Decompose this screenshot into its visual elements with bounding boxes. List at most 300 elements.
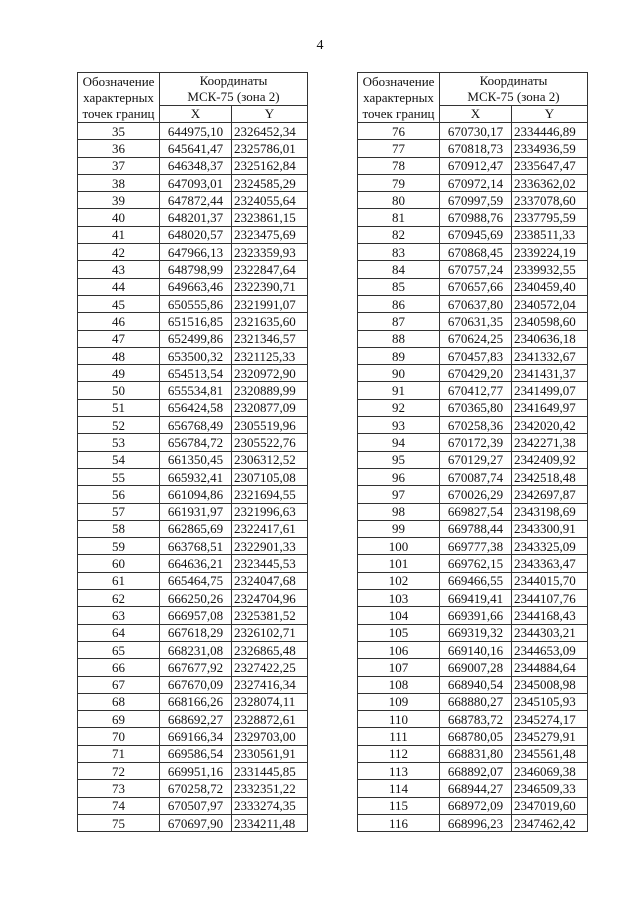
header-label-line-1: Обозначение	[362, 74, 435, 89]
y-coordinate-cell: 2340459,40	[512, 278, 588, 295]
table-row	[358, 572, 588, 589]
table-row	[78, 313, 308, 330]
table-row	[78, 486, 308, 503]
table-row	[358, 676, 588, 693]
x-coordinate-cell: 648798,99	[160, 261, 232, 278]
point-number-cell: 42	[78, 244, 160, 261]
point-number-cell: 62	[78, 590, 160, 607]
x-coordinate-cell: 662865,69	[160, 520, 232, 537]
point-number-cell: 104	[358, 607, 440, 624]
point-number-cell: 80	[358, 192, 440, 209]
table-row	[78, 607, 308, 624]
point-number-cell: 97	[358, 486, 440, 503]
y-coordinate-cell: 2344884,64	[512, 659, 588, 676]
point-number-cell: 78	[358, 157, 440, 174]
point-number-cell: 92	[358, 399, 440, 416]
y-coordinate-cell: 2334936,59	[512, 140, 588, 157]
y-coordinate-cell: 2323359,93	[232, 244, 308, 261]
point-number-cell: 48	[78, 347, 160, 364]
x-coordinate-cell: 668944,27	[440, 780, 512, 797]
x-coordinate-cell: 666250,26	[160, 590, 232, 607]
table-row	[358, 123, 588, 140]
point-number-cell: 111	[358, 728, 440, 745]
point-number-cell: 76	[358, 123, 440, 140]
table-row	[78, 693, 308, 710]
x-coordinate-cell: 651516,85	[160, 313, 232, 330]
point-number-cell: 94	[358, 434, 440, 451]
point-number-cell: 45	[78, 295, 160, 312]
y-coordinate-cell: 2341649,97	[512, 399, 588, 416]
table-row	[78, 451, 308, 468]
x-coordinate-cell: 668831,80	[440, 745, 512, 762]
coordinates-header	[160, 73, 308, 106]
x-coordinate-cell: 661094,86	[160, 486, 232, 503]
coordinates-header-line-1: Координаты	[479, 73, 548, 88]
y-column-header: Y	[512, 106, 588, 123]
x-coordinate-cell: 644975,10	[160, 123, 232, 140]
table-row	[78, 641, 308, 658]
y-coordinate-cell: 2320889,99	[232, 382, 308, 399]
table-row	[78, 174, 308, 191]
y-coordinate-cell: 2340572,04	[512, 295, 588, 312]
x-coordinate-cell: 670026,29	[440, 486, 512, 503]
y-column-header: Y	[232, 106, 308, 123]
y-coordinate-cell: 2325381,52	[232, 607, 308, 624]
x-coordinate-cell: 670087,74	[440, 468, 512, 485]
y-coordinate-cell: 2345279,91	[512, 728, 588, 745]
point-number-cell: 90	[358, 365, 440, 382]
point-number-cell: 46	[78, 313, 160, 330]
point-number-cell: 66	[78, 659, 160, 676]
x-coordinate-cell: 668880,27	[440, 693, 512, 710]
y-coordinate-cell: 2344015,70	[512, 572, 588, 589]
table-row	[78, 347, 308, 364]
x-coordinate-cell: 669951,16	[160, 762, 232, 779]
x-coordinate-cell: 647966,13	[160, 244, 232, 261]
table-row	[358, 399, 588, 416]
point-number-cell: 75	[78, 814, 160, 831]
y-coordinate-cell: 2343300,91	[512, 520, 588, 537]
y-coordinate-cell: 2322901,33	[232, 538, 308, 555]
x-coordinate-cell: 670997,59	[440, 192, 512, 209]
y-coordinate-cell: 2305522,76	[232, 434, 308, 451]
table-row	[78, 797, 308, 814]
table-row	[78, 659, 308, 676]
point-number-cell: 72	[78, 762, 160, 779]
x-coordinate-cell: 670631,35	[440, 313, 512, 330]
point-number-cell: 88	[358, 330, 440, 347]
table-row	[78, 590, 308, 607]
point-designation-header	[78, 73, 160, 123]
y-coordinate-cell: 2346069,38	[512, 762, 588, 779]
table-row	[358, 745, 588, 762]
table-row	[358, 641, 588, 658]
point-number-cell: 87	[358, 313, 440, 330]
table-row	[358, 780, 588, 797]
x-coordinate-cell: 668996,23	[440, 814, 512, 831]
point-number-cell: 105	[358, 624, 440, 641]
table-row	[78, 382, 308, 399]
table-row	[358, 468, 588, 485]
x-coordinate-cell: 647872,44	[160, 192, 232, 209]
table-row	[78, 295, 308, 312]
point-number-cell: 47	[78, 330, 160, 347]
point-number-cell: 70	[78, 728, 160, 745]
coordinates-header-line-2: МСК-75 (зона 2)	[467, 89, 560, 104]
table-row	[358, 382, 588, 399]
point-number-cell: 101	[358, 555, 440, 572]
y-coordinate-cell: 2343363,47	[512, 555, 588, 572]
x-coordinate-cell: 669391,66	[440, 607, 512, 624]
x-coordinate-cell: 670429,20	[440, 365, 512, 382]
table-row	[78, 572, 308, 589]
y-coordinate-cell: 2342409,92	[512, 451, 588, 468]
point-number-cell: 35	[78, 123, 160, 140]
point-number-cell: 56	[78, 486, 160, 503]
table-row	[358, 607, 588, 624]
y-coordinate-cell: 2334446,89	[512, 123, 588, 140]
y-coordinate-cell: 2326865,48	[232, 641, 308, 658]
x-coordinate-cell: 670972,14	[440, 174, 512, 191]
y-coordinate-cell: 2321346,57	[232, 330, 308, 347]
table-row	[78, 209, 308, 226]
coordinates-table-left	[77, 72, 308, 832]
x-coordinate-cell: 669140,16	[440, 641, 512, 658]
header-label-line-2: характерных	[83, 90, 154, 105]
x-coordinate-cell: 670624,25	[440, 330, 512, 347]
table-row	[358, 451, 588, 468]
y-coordinate-cell: 2331445,85	[232, 762, 308, 779]
coordinates-header-line-1: Координаты	[199, 73, 268, 88]
table-row	[358, 244, 588, 261]
page-number: 4	[316, 38, 324, 53]
x-coordinate-cell: 668972,09	[440, 797, 512, 814]
x-column-header: X	[440, 106, 512, 123]
y-coordinate-cell: 2332351,22	[232, 780, 308, 797]
x-coordinate-cell: 670868,45	[440, 244, 512, 261]
x-coordinate-cell: 668783,72	[440, 711, 512, 728]
y-coordinate-cell: 2327422,25	[232, 659, 308, 676]
y-coordinate-cell: 2347462,42	[512, 814, 588, 831]
table-row	[358, 278, 588, 295]
x-coordinate-cell: 670172,39	[440, 434, 512, 451]
table-row	[358, 693, 588, 710]
point-number-cell: 67	[78, 676, 160, 693]
y-coordinate-cell: 2324704,96	[232, 590, 308, 607]
table-row	[78, 399, 308, 416]
x-coordinate-cell: 661931,97	[160, 503, 232, 520]
point-number-cell: 109	[358, 693, 440, 710]
table-row	[358, 728, 588, 745]
y-coordinate-cell: 2337795,59	[512, 209, 588, 226]
table-row	[78, 538, 308, 555]
point-number-cell: 93	[358, 417, 440, 434]
table-row	[78, 123, 308, 140]
y-coordinate-cell: 2321635,60	[232, 313, 308, 330]
y-coordinate-cell: 2322390,71	[232, 278, 308, 295]
header-label-line-3: точек границ	[362, 106, 435, 121]
point-number-cell: 43	[78, 261, 160, 278]
y-coordinate-cell: 2339932,55	[512, 261, 588, 278]
y-coordinate-cell: 2306312,52	[232, 451, 308, 468]
header-label-line-2: характерных	[363, 90, 434, 105]
x-coordinate-cell: 670129,27	[440, 451, 512, 468]
table-row	[358, 503, 588, 520]
y-coordinate-cell: 2343325,09	[512, 538, 588, 555]
x-coordinate-cell: 667670,09	[160, 676, 232, 693]
point-number-cell: 86	[358, 295, 440, 312]
x-coordinate-cell: 654513,54	[160, 365, 232, 382]
point-number-cell: 84	[358, 261, 440, 278]
y-coordinate-cell: 2320877,09	[232, 399, 308, 416]
x-coordinate-cell: 666957,08	[160, 607, 232, 624]
x-coordinate-cell: 670730,17	[440, 123, 512, 140]
y-coordinate-cell: 2344168,43	[512, 607, 588, 624]
x-coordinate-cell: 653500,32	[160, 347, 232, 364]
point-number-cell: 100	[358, 538, 440, 555]
y-coordinate-cell: 2322847,64	[232, 261, 308, 278]
x-coordinate-cell: 663768,51	[160, 538, 232, 555]
x-coordinate-cell: 667677,92	[160, 659, 232, 676]
point-number-cell: 108	[358, 676, 440, 693]
point-number-cell: 52	[78, 417, 160, 434]
table-row	[358, 174, 588, 191]
y-coordinate-cell: 2321125,33	[232, 347, 308, 364]
y-coordinate-cell: 2334211,48	[232, 814, 308, 831]
x-coordinate-cell: 670697,90	[160, 814, 232, 831]
table-row	[358, 192, 588, 209]
table-row	[358, 330, 588, 347]
point-number-cell: 82	[358, 226, 440, 243]
y-coordinate-cell: 2343198,69	[512, 503, 588, 520]
x-coordinate-cell: 670912,47	[440, 157, 512, 174]
y-coordinate-cell: 2325162,84	[232, 157, 308, 174]
point-number-cell: 110	[358, 711, 440, 728]
table-row	[78, 226, 308, 243]
y-coordinate-cell: 2326452,34	[232, 123, 308, 140]
point-number-cell: 69	[78, 711, 160, 728]
x-coordinate-cell: 669007,28	[440, 659, 512, 676]
table-row	[78, 157, 308, 174]
point-number-cell: 37	[78, 157, 160, 174]
point-number-cell: 95	[358, 451, 440, 468]
y-coordinate-cell: 2324055,64	[232, 192, 308, 209]
y-coordinate-cell: 2347019,60	[512, 797, 588, 814]
point-number-cell: 77	[358, 140, 440, 157]
y-coordinate-cell: 2321694,55	[232, 486, 308, 503]
table-row	[78, 762, 308, 779]
table-row	[358, 295, 588, 312]
point-number-cell: 91	[358, 382, 440, 399]
header-row	[358, 73, 588, 106]
y-coordinate-cell: 2329703,00	[232, 728, 308, 745]
x-coordinate-cell: 670258,36	[440, 417, 512, 434]
table-row	[78, 261, 308, 278]
table-row	[78, 192, 308, 209]
point-number-cell: 106	[358, 641, 440, 658]
header-row	[78, 73, 308, 106]
point-number-cell: 59	[78, 538, 160, 555]
x-coordinate-cell: 670365,80	[440, 399, 512, 416]
point-number-cell: 61	[78, 572, 160, 589]
y-coordinate-cell: 2335647,47	[512, 157, 588, 174]
x-coordinate-cell: 669827,54	[440, 503, 512, 520]
table-row	[78, 140, 308, 157]
y-coordinate-cell: 2324047,68	[232, 572, 308, 589]
x-coordinate-cell: 670757,24	[440, 261, 512, 278]
coordinates-header	[440, 73, 588, 106]
point-number-cell: 107	[358, 659, 440, 676]
y-coordinate-cell: 2322417,61	[232, 520, 308, 537]
y-coordinate-cell: 2326102,71	[232, 624, 308, 641]
point-number-cell: 41	[78, 226, 160, 243]
y-coordinate-cell: 2336362,02	[512, 174, 588, 191]
x-coordinate-cell: 646348,37	[160, 157, 232, 174]
point-number-cell: 50	[78, 382, 160, 399]
x-coordinate-cell: 670988,76	[440, 209, 512, 226]
table-row	[78, 520, 308, 537]
x-column-header: X	[160, 106, 232, 123]
y-coordinate-cell: 2342697,87	[512, 486, 588, 503]
table-body-left	[78, 123, 308, 832]
x-coordinate-cell: 669788,44	[440, 520, 512, 537]
y-coordinate-cell: 2337078,60	[512, 192, 588, 209]
point-number-cell: 96	[358, 468, 440, 485]
point-number-cell: 114	[358, 780, 440, 797]
table-row	[78, 728, 308, 745]
x-coordinate-cell: 665932,41	[160, 468, 232, 485]
point-number-cell: 53	[78, 434, 160, 451]
table-row	[358, 434, 588, 451]
table-row	[358, 590, 588, 607]
y-coordinate-cell: 2333274,35	[232, 797, 308, 814]
table-row	[358, 711, 588, 728]
y-coordinate-cell: 2323445,53	[232, 555, 308, 572]
x-coordinate-cell: 670412,77	[440, 382, 512, 399]
point-number-cell: 65	[78, 641, 160, 658]
x-coordinate-cell: 652499,86	[160, 330, 232, 347]
y-coordinate-cell: 2342518,48	[512, 468, 588, 485]
coordinates-header-line-2: МСК-75 (зона 2)	[187, 89, 280, 104]
x-coordinate-cell: 669319,32	[440, 624, 512, 641]
table-row	[78, 814, 308, 831]
point-number-cell: 102	[358, 572, 440, 589]
table-row	[358, 347, 588, 364]
coordinates-table-right	[357, 72, 588, 832]
table-row	[358, 417, 588, 434]
table-row	[78, 244, 308, 261]
y-coordinate-cell: 2344107,76	[512, 590, 588, 607]
table-row	[358, 555, 588, 572]
x-coordinate-cell: 669166,34	[160, 728, 232, 745]
y-coordinate-cell: 2323861,15	[232, 209, 308, 226]
x-coordinate-cell: 670818,73	[440, 140, 512, 157]
y-coordinate-cell: 2339224,19	[512, 244, 588, 261]
header-label-line-1: Обозначение	[82, 74, 155, 89]
x-coordinate-cell: 650555,86	[160, 295, 232, 312]
table-row	[358, 226, 588, 243]
point-number-cell: 51	[78, 399, 160, 416]
x-coordinate-cell: 670507,97	[160, 797, 232, 814]
x-coordinate-cell: 668940,54	[440, 676, 512, 693]
y-coordinate-cell: 2338511,33	[512, 226, 588, 243]
x-coordinate-cell: 655534,81	[160, 382, 232, 399]
table-row	[358, 797, 588, 814]
point-number-cell: 54	[78, 451, 160, 468]
table-row	[78, 624, 308, 641]
table-row	[358, 762, 588, 779]
table-row	[358, 365, 588, 382]
y-coordinate-cell: 2341499,07	[512, 382, 588, 399]
x-coordinate-cell: 670258,72	[160, 780, 232, 797]
table-row	[78, 780, 308, 797]
table-row	[358, 520, 588, 537]
table-row	[78, 676, 308, 693]
x-coordinate-cell: 649663,46	[160, 278, 232, 295]
x-coordinate-cell: 661350,45	[160, 451, 232, 468]
table-row	[358, 140, 588, 157]
x-coordinate-cell: 656768,49	[160, 417, 232, 434]
table-row	[78, 365, 308, 382]
x-coordinate-cell: 668692,27	[160, 711, 232, 728]
x-coordinate-cell: 668892,07	[440, 762, 512, 779]
table-row	[358, 261, 588, 278]
table-row	[358, 313, 588, 330]
table-row	[78, 745, 308, 762]
table-row	[358, 624, 588, 641]
point-number-cell: 89	[358, 347, 440, 364]
table-row	[78, 417, 308, 434]
x-coordinate-cell: 669419,41	[440, 590, 512, 607]
x-coordinate-cell: 648201,37	[160, 209, 232, 226]
y-coordinate-cell: 2328872,61	[232, 711, 308, 728]
y-coordinate-cell: 2323475,69	[232, 226, 308, 243]
point-number-cell: 57	[78, 503, 160, 520]
point-number-cell: 103	[358, 590, 440, 607]
table-row	[78, 434, 308, 451]
y-coordinate-cell: 2340598,60	[512, 313, 588, 330]
x-coordinate-cell: 670945,69	[440, 226, 512, 243]
header-label-line-3: точек границ	[82, 106, 155, 121]
table-row	[78, 503, 308, 520]
point-number-cell: 40	[78, 209, 160, 226]
point-number-cell: 81	[358, 209, 440, 226]
table-row	[358, 538, 588, 555]
point-number-cell: 79	[358, 174, 440, 191]
x-coordinate-cell: 648020,57	[160, 226, 232, 243]
y-coordinate-cell: 2345274,17	[512, 711, 588, 728]
table-row	[358, 209, 588, 226]
x-coordinate-cell: 664636,21	[160, 555, 232, 572]
table-row	[358, 659, 588, 676]
point-number-cell: 98	[358, 503, 440, 520]
x-coordinate-cell: 668780,05	[440, 728, 512, 745]
point-number-cell: 99	[358, 520, 440, 537]
point-number-cell: 36	[78, 140, 160, 157]
point-number-cell: 113	[358, 762, 440, 779]
table-row	[78, 711, 308, 728]
x-coordinate-cell: 670637,80	[440, 295, 512, 312]
x-coordinate-cell: 669762,15	[440, 555, 512, 572]
point-number-cell: 73	[78, 780, 160, 797]
table-row	[358, 157, 588, 174]
table-row	[78, 468, 308, 485]
y-coordinate-cell: 2324585,29	[232, 174, 308, 191]
y-coordinate-cell: 2345105,93	[512, 693, 588, 710]
x-coordinate-cell: 668231,08	[160, 641, 232, 658]
point-designation-header	[358, 73, 440, 123]
x-coordinate-cell: 667618,29	[160, 624, 232, 641]
